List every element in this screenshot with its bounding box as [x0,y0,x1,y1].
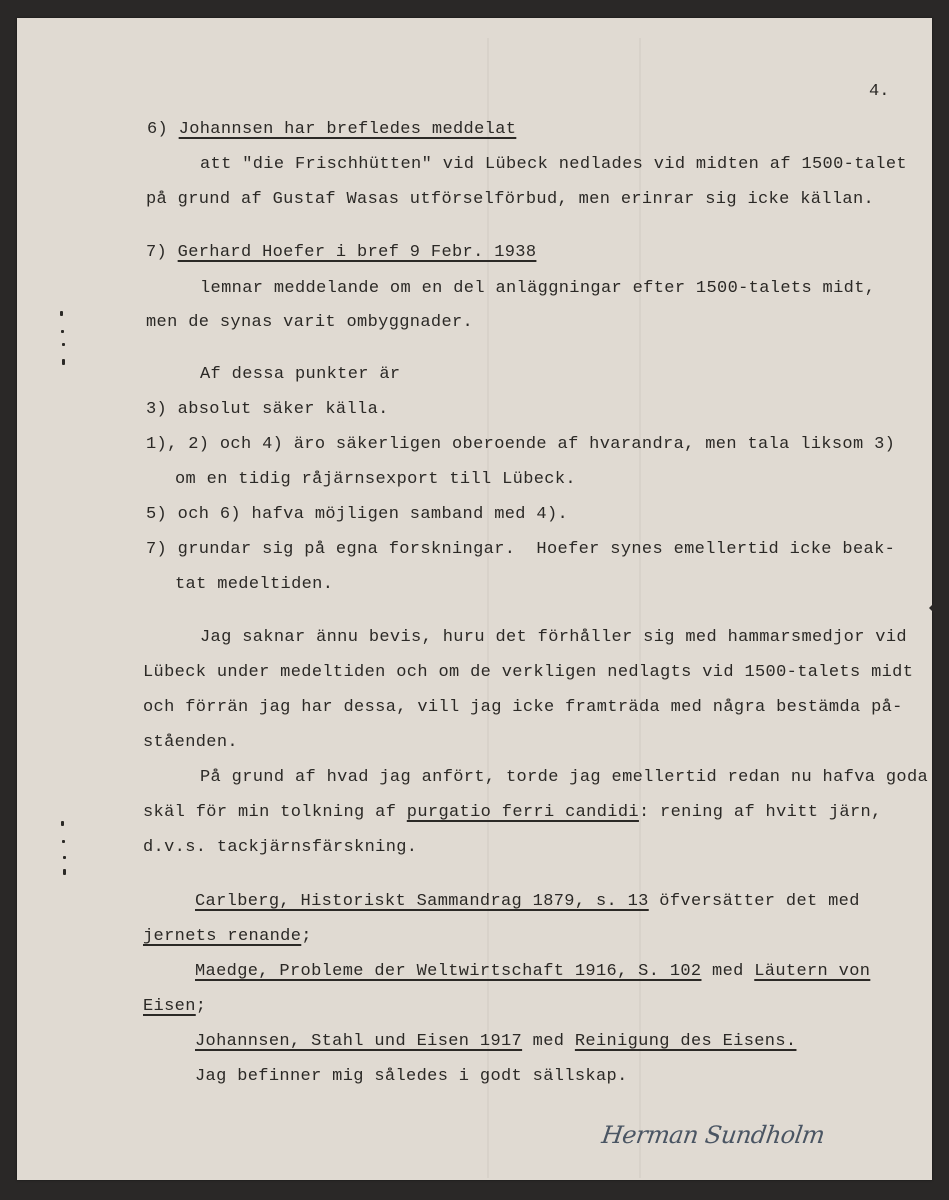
text-line [143,838,417,858]
text-segment: lemnar meddelande om en del anläggningar efter 1500-talets midt, [200,279,876,298]
underlined-text: Reinigung des Eisens. [574,1032,797,1051]
text-segment: tat medeltiden. [175,575,334,594]
punch-mark [61,330,64,333]
text-line [143,698,903,718]
text-segment: på grund af Gustaf Wasas utförselförbud, men erinrar sig icke källan. [146,190,875,209]
text-segment: skäl för min tolkning af [143,803,407,822]
text-line [195,892,860,912]
text-segment: ; [195,997,207,1016]
text-line [146,540,895,560]
punch-mark [60,311,63,316]
text-line [200,365,400,385]
punch-mark [62,343,65,346]
text-segment: och förrän jag har dessa, vill jag icke framträda med några bestämda på- [143,698,903,717]
punch-mark [63,869,66,875]
text-line [200,768,928,788]
underlined-text: Johannsen, Stahl und Eisen 1917 [195,1032,523,1051]
text-line [143,927,312,947]
text-line [200,628,907,648]
text-line [146,313,473,333]
text-line [143,733,238,753]
text-line [200,279,875,299]
underlined-text: Carlberg, Historiskt Sammandrag 1879, s. 13 [195,892,649,911]
text-segment: Jag saknar ännu bevis, huru det förhåller sig med hammarsmedjor vid [200,628,907,647]
text-line [143,803,882,823]
text-line [175,470,576,490]
page-number: 4. [869,82,890,101]
text-segment: d.v.s. tackjärnsfärskning. [143,838,418,857]
text-segment: På grund af hvad jag anfört, torde jag emellertid redan nu hafva goda [200,768,929,787]
punch-mark [62,840,65,843]
text-line [146,505,568,525]
text-segment: öfversätter det med [648,892,860,911]
text-segment: men de synas varit ombyggnader. [146,313,474,332]
text-line [195,1067,628,1087]
text-segment: om en tidig råjärnsexport till Lübeck. [175,470,576,489]
underlined-text: Maedge, Probleme der Weltwirtschaft 1916, S. 102 [195,962,702,981]
text-line [200,155,907,175]
text-line [146,435,895,455]
text-segment: 6) [147,120,179,139]
text-segment: Lübeck under medeltiden och om de verkligen nedlagts vid 1500-talets midt [143,663,914,682]
text-segment: 7) grundar sig på egna forskningar. Hoefer synes emellertid icke beak- [146,540,896,559]
text-line [175,575,333,595]
text-line [147,120,516,140]
text-line [143,663,913,683]
text-segment: : rening af hvitt järn, [638,803,882,822]
text-segment: 3) absolut säker källa. [146,400,389,419]
punch-mark [62,359,65,365]
text-segment: med [701,962,755,981]
text-line [146,190,874,210]
underlined-text: Gerhard Hoefer i bref 9 Febr. 1938 [177,243,537,262]
page-edge-notch [929,600,937,616]
punch-mark [61,821,64,826]
text-line [195,1032,796,1052]
text-line [146,243,536,263]
text-line [146,400,389,420]
text-segment: 7) [146,243,178,262]
text-line [143,997,206,1017]
text-segment: ståenden. [143,733,238,752]
signature: Herman Sundholm [600,1121,827,1149]
underlined-text: Läutern von [754,962,871,981]
text-segment: 1), 2) och 4) äro säkerligen oberoende af hvarandra, men tala liksom 3) [146,435,896,454]
document-page [17,18,932,1180]
underlined-text: purgatio ferri candidi [406,803,639,822]
punch-mark [63,856,66,859]
text-segment: Af dessa punkter är [200,365,401,384]
text-segment: ; [301,927,312,946]
underlined-text: jernets renande [143,927,302,946]
text-segment: att "die Frischhütten" vid Lübeck nedlades vid midten af 1500-talet [200,155,907,174]
underlined-text: Johannsen har brefledes meddelat [178,120,517,139]
underlined-text: Eisen [143,997,196,1016]
text-segment: 5) och 6) hafva möjligen samband med 4). [146,505,569,524]
text-line [195,962,870,982]
text-segment: med [522,1032,575,1051]
text-segment: Jag befinner mig således i godt sällskap. [195,1067,628,1086]
